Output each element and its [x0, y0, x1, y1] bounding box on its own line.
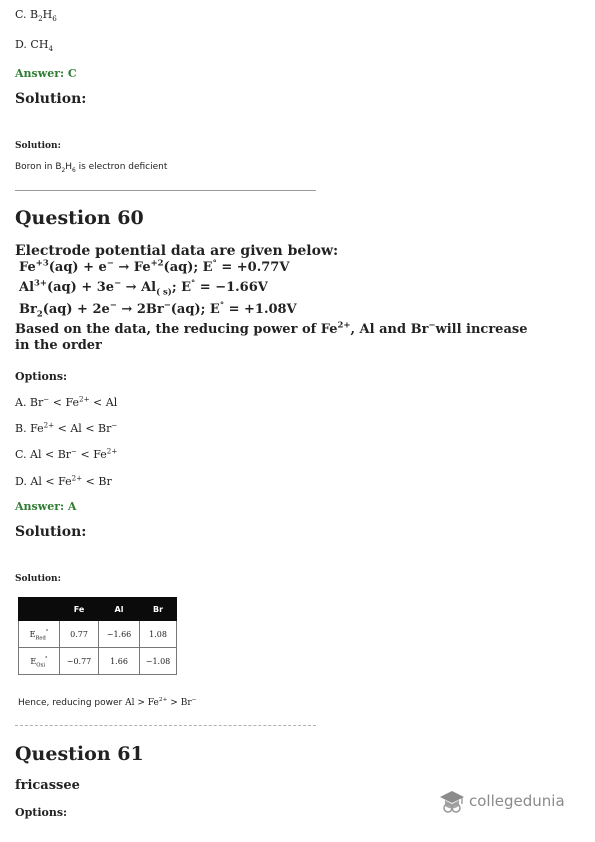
option-d: D. $CH_4$	[15, 38, 53, 54]
options-label: Options:	[15, 806, 68, 819]
separator	[15, 725, 316, 726]
table-header-row	[19, 598, 177, 621]
table-row	[19, 621, 177, 648]
question-prompt: Based on the data, the reducing power of $Fe^{2+}$, Al and Br−will increase in the order	[15, 319, 528, 353]
row-label: $E_{Red}^\circ$	[19, 621, 60, 648]
question-text: fricassee	[15, 778, 80, 793]
table-cell: 1.08	[140, 621, 177, 648]
table-cell: 1.66	[99, 648, 140, 675]
option-d[interactable]: D. $Al < Fe^{2+} < Br$	[15, 473, 112, 488]
option-a[interactable]: A. $Br^- < Fe^{2+} < Al$	[15, 394, 118, 409]
solution-label: Solution:	[15, 574, 61, 584]
table-cell: −1.08	[140, 648, 177, 675]
question-title: Question 60	[15, 207, 144, 229]
electrode-potential-table	[18, 597, 177, 675]
options-label: Options:	[15, 370, 68, 383]
logo-text: collegedunia	[469, 792, 565, 810]
solution-heading: Solution:	[15, 524, 87, 540]
option-b[interactable]: B. $Fe^{2+} < Al < Br^-$	[15, 420, 118, 435]
table-header-cell: Al	[99, 598, 140, 621]
equation-al: $Al^{3+}(aq) + 3e^- \to Al_{( s)}$; E° = −1.66V	[19, 277, 268, 297]
solution-text: Boron in $B_2H_6$ is electron deficient	[15, 162, 168, 174]
equation-br: $Br_2(aq) + 2e^- \to 2Br^-(aq)$; E° = +1.08V	[19, 299, 297, 319]
answer-label: Answer: C	[15, 67, 77, 80]
table-row	[19, 648, 177, 675]
table-header-cell: Br	[140, 598, 177, 621]
answer-label: Answer: A	[15, 500, 77, 513]
solution-heading: Solution:	[15, 91, 87, 107]
equation-fe: $Fe^{+3}(aq) + e^- \to Fe^{+2}(aq)$; E° = +0.77V	[19, 257, 290, 275]
question-intro: Electrode potential data are given below:	[15, 243, 339, 259]
option-c: C. $B_2H_6$	[15, 8, 57, 24]
conclusion-text: Hence, reducing power $Al > Fe^{2+} > Br^-$	[18, 697, 197, 708]
question-title: Question 61	[15, 743, 144, 765]
table-header-cell: Fe	[60, 598, 99, 621]
separator	[15, 190, 316, 191]
graduation-cap-icon	[437, 786, 467, 816]
table-header-cell	[19, 598, 60, 621]
table-cell: −0.77	[60, 648, 99, 675]
option-c[interactable]: C. $Al < Br^- < Fe^{2+}$	[15, 446, 118, 461]
collegedunia-logo	[437, 786, 565, 816]
row-label: $E_{Oxi}^\circ$	[19, 648, 60, 675]
table-cell: −1.66	[99, 621, 140, 648]
table-cell: 0.77	[60, 621, 99, 648]
solution-label: Solution:	[15, 141, 61, 151]
